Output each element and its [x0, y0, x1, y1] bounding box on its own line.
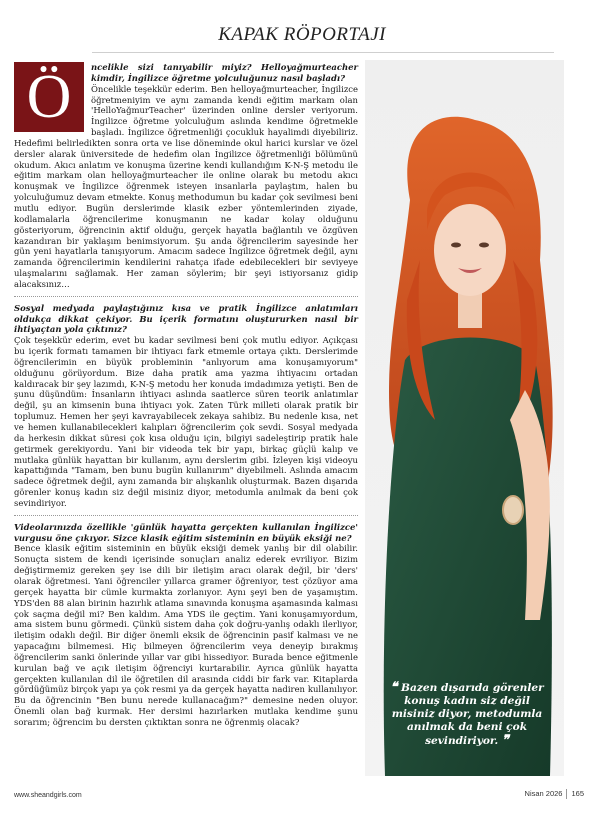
dotted-divider — [14, 296, 358, 297]
portrait-illustration — [365, 60, 564, 776]
dropcap: Ö — [14, 62, 84, 132]
dotted-divider — [14, 515, 358, 516]
header-divider — [92, 52, 554, 53]
section-title: KAPAK RÖPORTAJI — [218, 24, 386, 45]
answer-2: Çok teşekkür ederim, evet bu kadar sevilmesi beni çok mutlu ediyor. Açıkçası bu içerik formatı tamamen bir ihtiyacı fark etmemle ortaya çıktı. Derslerimde öğrencilerimin en büyük probleminin "anlıyorum ama konuşamıyorum" olduğunu görüyordum. Bize daha pratik ama yazma ihtiyacını ortadan kaldıracak bir şey lazımdı, K-N-Ş metodu her konuda imdadımıza yetişti. Ben de şunu düşündüm: İnsanların ihtiyacı aslında saatlerce süren teorik anlatımlar değil, şu an kimsenin buna ihtiyacı yok. Zaten Türk milleti olarak pratik bir toplumuz. Hemen her şeyi kavrayabilecek zekaya sahibiz. Bu nedenle kısa, net ve hemen kullanabilecekleri kalıpları öğrencilerim çok sevdi. Sosyal medyada da herkesin dikkat süresi çok kısa olduğu için, bilgiyi sadeleştirip pratik hale getirmek gerekiyordu. Yani bir videoda tek bir yapı, birkaç güçlü kalıp ve mutlaka günlük hayattan bir kullanım, aynı derslerim gibi. İzleyen kişi videoyu kapattığında "Tamam, ben bunu bugün kullanırım" diyebilmeli. Aslında amacım sadece öğretmek değil, aynı zamanda bir alışkanlık oluşturmak. Bazen dışarıda görenler konuş kadın siz değil misiniz diyor, metodumla anılmak da beni çok sevindiriyor. — [14, 335, 358, 508]
answer-1: Öncelikle teşekkür ederim. Ben helloyağmurteacher, İngilizce öğretmeniyim ve aynı zamanda kendi eğitim markam olan 'HelloYağmurTeacher' üzerinden online dersler veriyorum. İngilizce öğretme yolculuğum aslında kendime öğretmekle başladı. İngilizce öğretmenliği çocukluk hayalimdi diyebiliriz. Hedefimi belirledikten sonra orta ve lise döneminde okul harici kurslar ve özel dersler alarak üniversitede de hedefim olan İngilizce öğretmenliği bölümünü okudum. Akıcı anlatım ve konuşma üzerine kendi kullandığım K-N-Ş metodu ile eğitim markam olan helloyağmurteacher ile online olarak bu metodu akıcı konuşmak ve İngilizce öğrenmek isteyen insanlarla paylaştım, halen bu yolculuğumuz devam etmekte. Konuş methodumun bu kadar çok sevilmesi beni mutlu ediyor. Bugün derslerimde klasik ezber yöntemlerinden ziyade, kodlamalarla öğrencilerime konuşmanın ne kadar kolay olduğunu gösteriyorum, öğrencinin aktif olduğu, gerçek hayatla bağlantılı ve özgüven kazandıran bir yaklaşım benimsiyorum. Şu anda öğrencilerim sayesinde her gün yeni hayatlarla tanışıyorum. Amacım sadece İngilizce öğretmek değil, aynı zamanda öğrencilerimin kendilerini rahatça ifade edebilecekleri bir seviyeye ulaşmalarını sağlamak. Her zaman söylerim; bir şeyi istiyorsanız gidip alacaksınız… — [14, 83, 358, 289]
question-2: Sosyal medyada paylaştığınız kısa ve pratik İngilizce anlatımları oldukça dikkat çekiyor. Bu içerik formatını oluştururken nasıl bir ihtiyaçtan yola çıktınız? — [14, 302, 358, 335]
close-quote-icon: ❞ — [501, 733, 509, 748]
footer-issue: Nisan 2026 — [524, 789, 563, 798]
article-body — [14, 62, 358, 734]
question-3: Videolarınızda özellikle 'günlük hayatta gerçekten kullanılan İngilizce' vurgusu öne çıkıyor. Sizce klasik eğitim sisteminin en büyük eksiği ne? — [14, 521, 358, 543]
footer-website[interactable]: www.sheandgirls.com — [14, 792, 82, 799]
answer-3: Bence klasik eğitim sisteminin en büyük eksiği demek yanlış bir dil olabilir. Sonuçta sistem de kendi içerisinde sonuçları analiz ederek evriliyor. Bizim değiştirmemiz gereken şey ise dili bir iletişim aracı olarak değil, bir 'ders' olarak öğretmesi. Yani öğrenciler yıllarca gramer öğreniyor, test çözüyor ama gerçek hayatta bir cümle kurmakta zorlanıyor. Aynı şeyi ben de yaşamıştım. YDS'den 88 alan birinin hazırlık atlama sınavında konuşma aşamasında kalması çok saçma değil mi? Ben kaldım. Ama YDS ile geçtim. Yani konuşamıyordum, ama sistem bunu görmedi. Çünkü sistem daha çok doğru-yanlış odaklı ilerliyor, iletişim odaklı değil. Bir diğer önemli eksik de öğrencinin pasif kalması ve ne yapacağını bilmemesi. Hiç bilmeyen öğrencilerim veya deneyip bırakmış öğrencilerim sanki önlerinde yıllar var gibi hissediyor. Burada bence eğitmenle kurulan bağ ve açık iletişim öğrenciyi kurtarabilir. Ayrıca günlük hayatta gerçekten kullanılan dil ile öğretilen dil arasında ciddi bir fark var. Kitaplarda gördüğümüz birçok yapı ya çok resmi ya da gerçek hayatta nadiren kullanılıyor. Bu da öğrencinin "Ben bunu nerede kullanacağım?" demesine neden oluyor. Önemli olan bağ kurmak. Her dersimi hazırlarken mutlaka kendime şunu sorarım; öğrencim bu dersten çıktıktan sonra ne öğrenmiş olacak? — [14, 543, 358, 727]
page-number: 165 — [571, 789, 584, 798]
question-1: ncelikle sizi tanıyabilir miyiz? Helloyağmurteacher kimdir, İngilizce öğretme yolculuğunuz nasıl başladı? — [91, 62, 358, 83]
footer-separator — [566, 789, 567, 799]
footer-meta — [525, 789, 584, 799]
pull-quote-text: Bazen dışarıda görenler konuş kadın siz değil misiniz diyor, metodumla anılmak da beni çok sevindiriyor. — [391, 682, 544, 747]
pull-quote — [382, 681, 552, 748]
open-quote-icon: ❝ — [390, 680, 398, 695]
cover-portrait-photo — [365, 60, 564, 776]
